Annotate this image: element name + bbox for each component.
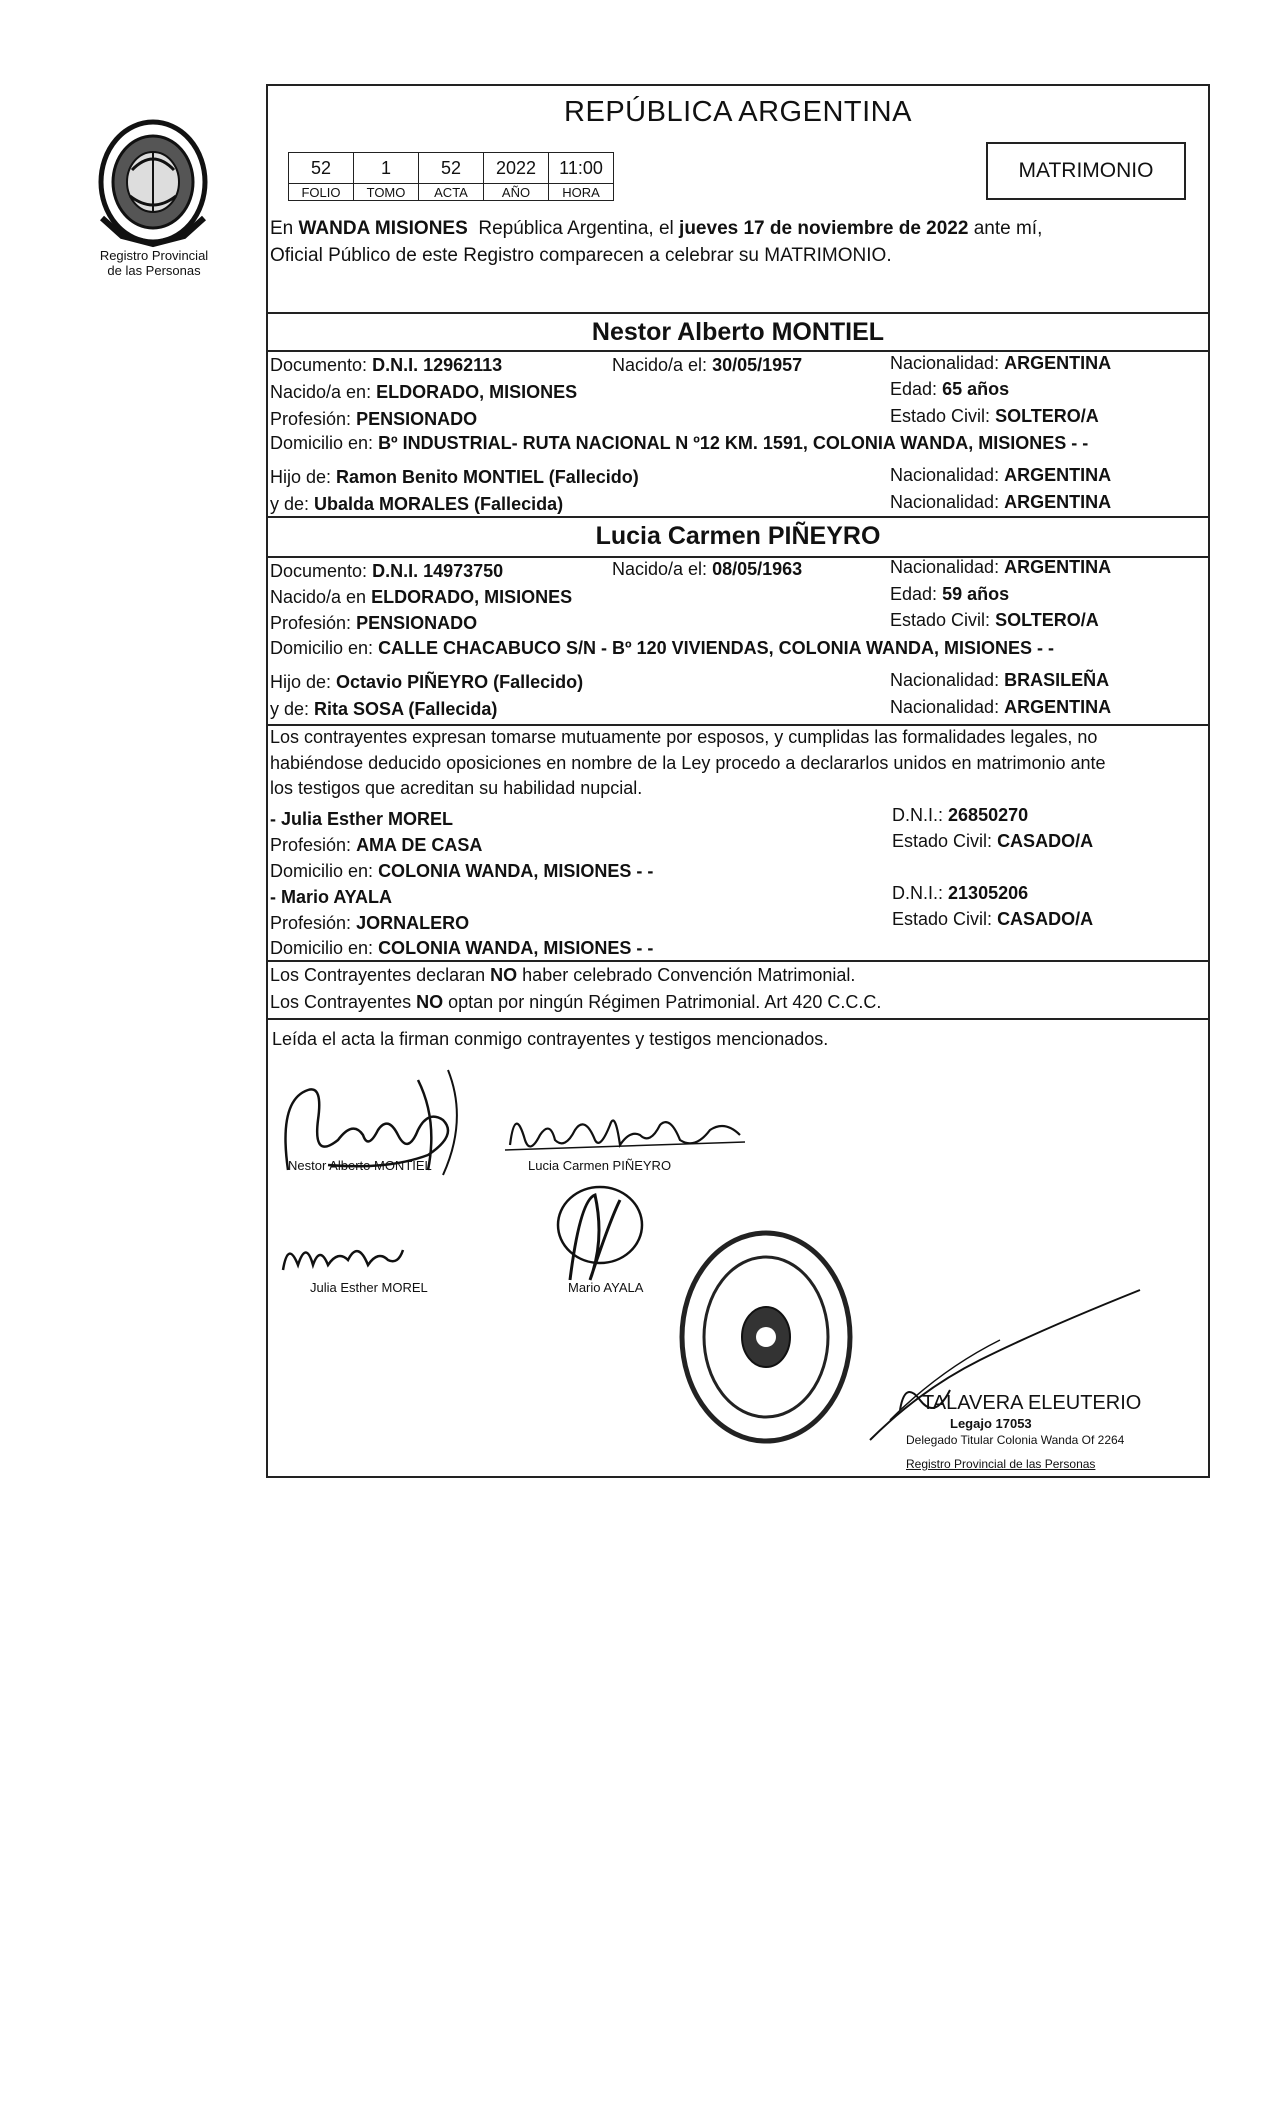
witness1-dni: D.N.I.: 26850270 xyxy=(892,805,1029,825)
person1-birthplace: Nacido/a en: ELDORADO, MISIONES xyxy=(270,382,578,402)
document-title: REPÚBLICA ARGENTINA xyxy=(564,96,912,128)
intro-line-2: Oficial Público de este Registro comparecen a celebrar su MATRIMONIO. xyxy=(270,245,892,266)
person1-address: Domicilio en: Bº INDUSTRIAL- RUTA NACIONAL N º12 KM. 1591, COLONIA WANDA, MISIONES - - xyxy=(270,433,1089,453)
official-org: Registro Provincial de las Personas xyxy=(906,1457,1096,1471)
declaration-line-3: los testigos que acreditan su habilidad nupcial. xyxy=(270,778,643,798)
person1-born: Nacido/a el: 30/05/1957 xyxy=(612,355,803,375)
person1-age: Edad: 65 años xyxy=(890,379,1010,399)
witness2-profession: Profesión: JORNALERO xyxy=(270,913,470,933)
register-table xyxy=(288,152,614,201)
person1-father: Hijo de: Ramon Benito MONTIEL (Fallecido) xyxy=(270,467,639,487)
folio-label: FOLIO xyxy=(289,184,354,201)
person2-birthplace: Nacido/a en ELDORADO, MISIONES xyxy=(270,587,573,607)
tomo-label: TOMO xyxy=(354,184,419,201)
registry-caption: Registro Provincial de las Personas xyxy=(99,248,209,278)
person2-civil: Estado Civil: SOLTERO/A xyxy=(890,610,1099,630)
person2-father: Hijo de: Octavio PIÑEYRO (Fallecido) xyxy=(270,672,584,692)
signature-pineyro-label: Lucia Carmen PIÑEYRO xyxy=(528,1158,672,1173)
official-seal-stamp xyxy=(676,1226,856,1448)
province-crest-logo xyxy=(92,118,214,248)
person2-born: Nacido/a el: 08/05/1963 xyxy=(612,559,803,579)
acta-value: 52 xyxy=(419,153,484,184)
folio-value: 52 xyxy=(289,153,354,184)
signature-morel-label: Julia Esther MOREL xyxy=(310,1280,428,1295)
official-name: TALAVERA ELEUTERIO xyxy=(922,1392,1142,1414)
person1-profession: Profesión: PENSIONADO xyxy=(270,409,478,429)
ano-label: AÑO xyxy=(484,184,549,201)
person1-nat: Nacionalidad: ARGENTINA xyxy=(890,353,1112,373)
witness2-dni: D.N.I.: 21305206 xyxy=(892,883,1029,903)
person2-address: Domicilio en: CALLE CHACABUCO S/N - Bº 120 VIVIENDAS, COLONIA WANDA, MISIONES - - xyxy=(270,638,1055,658)
signature-morel xyxy=(278,1230,408,1280)
record-type-box: MATRIMONIO xyxy=(986,142,1186,200)
hora-label: HORA xyxy=(549,184,614,201)
tomo-value: 1 xyxy=(354,153,419,184)
person2-nat: Nacionalidad: ARGENTINA xyxy=(890,557,1112,577)
acta-label: ACTA xyxy=(419,184,484,201)
divider xyxy=(266,516,1210,518)
person1-mother: y de: Ubalda MORALES (Fallecida) xyxy=(270,494,564,514)
person1-father-nat: Nacionalidad: ARGENTINA xyxy=(890,465,1112,485)
declaration-line-2: habiéndose deducido oposiciones en nombre de la Ley procedo a declararlos unidos en matrimonio ante xyxy=(270,753,1106,773)
person1-mother-nat: Nacionalidad: ARGENTINA xyxy=(890,492,1112,512)
hora-value: 11:00 xyxy=(549,153,614,184)
witness1-profession: Profesión: AMA DE CASA xyxy=(270,835,483,855)
person2-profession: Profesión: PENSIONADO xyxy=(270,613,478,633)
signature-ayala-label: Mario AYALA xyxy=(568,1280,644,1295)
divider xyxy=(266,1018,1210,1020)
intro-line-1: En WANDA MISIONES República Argentina, el jueves 17 de noviembre de 2022 ante mí, xyxy=(270,218,1043,239)
person2-father-nat: Nacionalidad: BRASILEÑA xyxy=(890,670,1110,690)
person2-mother-nat: Nacionalidad: ARGENTINA xyxy=(890,697,1112,717)
closing-statement: Leída el acta la firman conmigo contrayentes y testigos mencionados. xyxy=(272,1029,829,1049)
person1-civil: Estado Civil: SOLTERO/A xyxy=(890,406,1099,426)
ano-value: 2022 xyxy=(484,153,549,184)
person2-doc: Documento: D.N.I. 14973750 xyxy=(270,561,504,581)
agreement-line-1: Los Contrayentes declaran NO haber celebrado Convención Matrimonial. xyxy=(270,965,856,985)
official-legajo: Legajo 17053 xyxy=(950,1416,1032,1431)
witness1-address: Domicilio en: COLONIA WANDA, MISIONES - - xyxy=(270,861,654,881)
person1-name: Nestor Alberto MONTIEL xyxy=(591,318,885,346)
official-role: Delegado Titular Colonia Wanda Of 2264 xyxy=(906,1433,1125,1447)
signature-montiel-label: Nestor Alberto MONTIEL xyxy=(288,1158,432,1173)
declaration-line-1: Los contrayentes expresan tomarse mutuamente por esposos, y cumplidas las formalidades legales, no xyxy=(270,727,1098,747)
person1-doc: Documento: D.N.I. 12962113 xyxy=(270,355,503,375)
witness2-name: - Mario AYALA xyxy=(270,887,393,907)
signature-pineyro xyxy=(500,1100,750,1160)
divider xyxy=(266,960,1210,962)
witness1-name: - Julia Esther MOREL xyxy=(270,809,454,829)
person2-mother: y de: Rita SOSA (Fallecida) xyxy=(270,699,498,719)
divider xyxy=(266,312,1210,314)
person2-name: Lucia Carmen PIÑEYRO xyxy=(595,522,881,550)
agreement-line-2: Los Contrayentes NO optan por ningún Régimen Patrimonial. Art 420 C.C.C. xyxy=(270,992,882,1012)
person2-age: Edad: 59 años xyxy=(890,584,1010,604)
signature-ayala xyxy=(540,1180,650,1290)
witness1-civil: Estado Civil: CASADO/A xyxy=(892,831,1094,851)
witness2-address: Domicilio en: COLONIA WANDA, MISIONES - - xyxy=(270,938,654,958)
witness2-civil: Estado Civil: CASADO/A xyxy=(892,909,1094,929)
